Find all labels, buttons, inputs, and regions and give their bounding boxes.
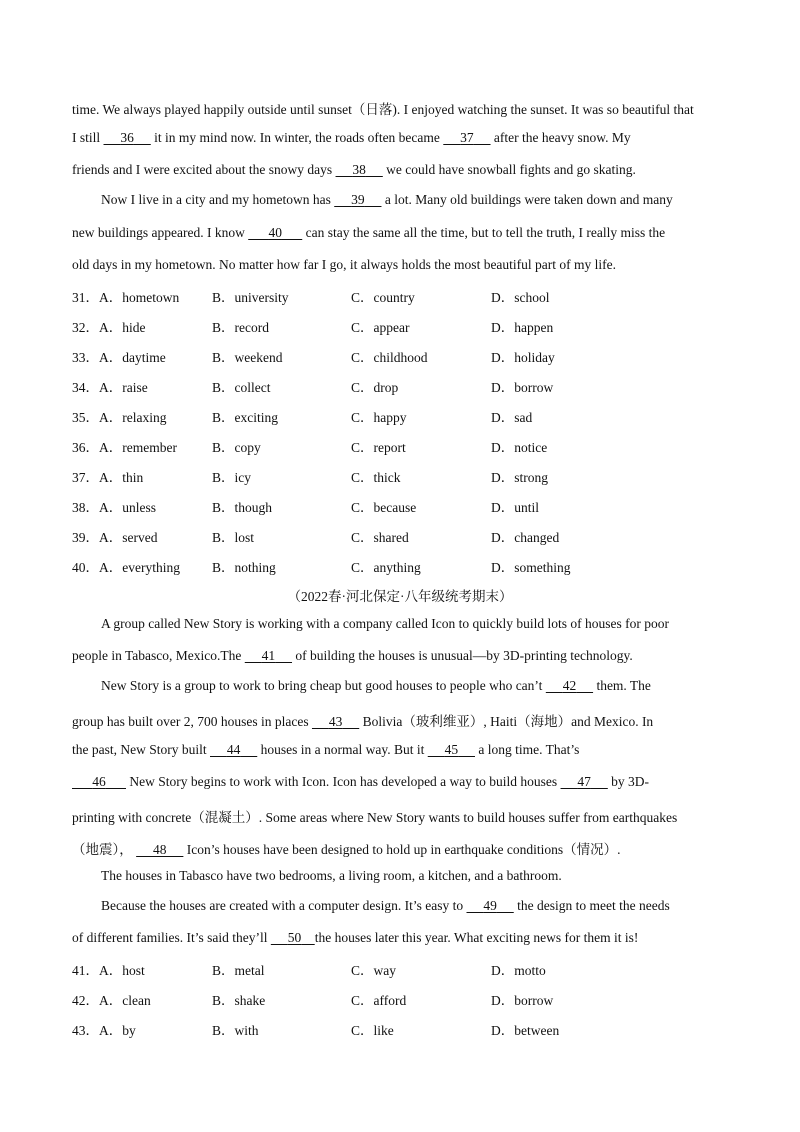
option-d: D．changed (491, 530, 560, 545)
option-c: C．because (351, 500, 417, 515)
text: group has built over 2, 700 houses in places (72, 714, 309, 729)
text: it in my mind now. In winter, the roads often became (154, 130, 440, 145)
passage-line (72, 710, 653, 730)
option-c: C．drop (351, 380, 399, 395)
blank-50: 50 (287, 930, 302, 945)
text: （地震）， (72, 842, 133, 857)
option-c: C．shared (351, 530, 409, 545)
option-c: C．like (351, 1023, 394, 1038)
option-d: D．motto (491, 963, 546, 978)
option-d: D．holiday (491, 350, 555, 365)
passage-line (101, 678, 651, 694)
blank-49: 49 (483, 898, 497, 913)
text: houses in a normal way. But it (260, 742, 425, 757)
blank-48: 48 (153, 842, 167, 857)
option-c: C．report (351, 440, 406, 455)
blank-36: 36 (120, 130, 134, 145)
option-b: B．weekend (212, 350, 283, 365)
option-c: C．way (351, 963, 396, 978)
option-a: 35．A．relaxing (72, 410, 167, 425)
option-d: D．happen (491, 320, 554, 335)
option-a: 39．A．served (72, 530, 158, 545)
text: the houses later this year. What exciting news for them it is! (314, 930, 639, 945)
option-a: 37．A．thin (72, 470, 144, 485)
text: a lot. Many old buildings were taken down and many (384, 192, 673, 207)
option-c: C．childhood (351, 350, 428, 365)
text: people in Tabasco, Mexico.The (72, 648, 242, 663)
blank-44: 44 (226, 742, 241, 757)
text: of different families. It’s said they’ll (72, 930, 268, 945)
passage-line (72, 838, 621, 858)
option-a: 32．A．hide (72, 320, 146, 335)
passage-line (72, 130, 631, 146)
option-a: 34．A．raise (72, 380, 148, 395)
blank-41: 41 (261, 648, 276, 663)
option-c: C．thick (351, 470, 401, 485)
passage-line (101, 616, 669, 632)
text: time. We always played happily outside until sunset（日落). I enjoyed watching the sunset. It was so beautiful that (72, 102, 694, 117)
passage-line (101, 192, 673, 208)
passage-line (72, 98, 694, 118)
option-b: B．lost (212, 530, 255, 545)
option-d: D．between (491, 1023, 560, 1038)
option-a: 41．A．host (72, 963, 145, 978)
blank-40: 40 (268, 225, 282, 240)
option-b: B．university (212, 290, 289, 305)
text: Now I live in a city and my hometown has (101, 192, 331, 207)
passage-line (72, 774, 649, 790)
blank-38: 38 (352, 162, 366, 177)
blank-46: 46 (92, 774, 106, 789)
text: I still (72, 130, 101, 145)
text: a long time. That’s (478, 742, 580, 757)
option-d: D．strong (491, 470, 548, 485)
text: New Story begins to work with Icon. Icon has developed a way to build houses (129, 774, 558, 789)
option-a: 33．A．daytime (72, 350, 166, 365)
option-d: D．sad (491, 410, 533, 425)
option-a: 38．A．unless (72, 500, 156, 515)
text: Bolivia（玻利维亚）, Haiti（海地）and Mexico. In (362, 714, 654, 729)
passage-line (72, 806, 677, 826)
option-c: C．anything (351, 560, 421, 575)
text: old days in my hometown. No matter how far I go, it always holds the most beautiful part of my life. (72, 257, 617, 272)
text: the past, New Story built (72, 742, 207, 757)
text: Icon’s houses have been designed to hold up in earthquake conditions（情况）. (186, 842, 621, 857)
passage-line (101, 868, 562, 884)
option-b: B．shake (212, 993, 266, 1008)
blank-45: 45 (444, 742, 459, 757)
text: after the heavy snow. My (493, 130, 631, 145)
passage-line (72, 648, 633, 664)
option-b: B．icy (212, 470, 251, 485)
blank-47: 47 (577, 774, 591, 789)
passage-line (72, 225, 665, 241)
option-d: D．borrow (491, 993, 554, 1008)
blank-39: 39 (351, 192, 365, 207)
option-c: C．appear (351, 320, 410, 335)
text: by 3D- (611, 774, 650, 789)
passage-line (72, 930, 638, 946)
passage-line (72, 257, 616, 273)
passage-line (72, 742, 579, 758)
option-d: D．school (491, 290, 550, 305)
option-b: B．record (212, 320, 269, 335)
option-c: C．happy (351, 410, 407, 425)
passage-line (101, 898, 670, 914)
option-b: B．nothing (212, 560, 276, 575)
option-b: B．metal (212, 963, 265, 978)
option-b: B．though (212, 500, 273, 515)
option-d: D．notice (491, 440, 548, 455)
option-b: B．with (212, 1023, 259, 1038)
blank-42: 42 (562, 678, 577, 693)
text: The houses in Tabasco have two bedrooms, a living room, a kitchen, and a bathroom. (101, 868, 562, 883)
source-caption: （2022春·河北保定·八年级统考期末） (287, 589, 513, 604)
option-a: 40．A．everything (72, 560, 180, 575)
option-b: B．exciting (212, 410, 278, 425)
text: Because the houses are created with a computer design. It’s easy to (101, 898, 464, 913)
option-a: 36．A．remember (72, 440, 177, 455)
blank-37: 37 (460, 130, 474, 145)
text: can stay the same all the time, but to tell the truth, I really miss the (305, 225, 666, 240)
option-c: C．country (351, 290, 415, 305)
option-d: D．something (491, 560, 571, 575)
text: friends and I were excited about the snowy days (72, 162, 333, 177)
option-d: D．until (491, 500, 540, 515)
text: A group called New Story is working with a company called Icon to quickly build lots of houses for poor (101, 616, 670, 631)
option-a: 42．A．clean (72, 993, 151, 1008)
text: them. The (596, 678, 651, 693)
text: the design to meet the needs (517, 898, 670, 913)
text: New Story is a group to work to bring cheap but good houses to people who can’t (101, 678, 543, 693)
text: new buildings appeared. I know (72, 225, 245, 240)
option-d: D．borrow (491, 380, 554, 395)
option-b: B．copy (212, 440, 261, 455)
text: printing with concrete（混凝土）. Some areas where New Story wants to build houses suffer from earthquakes (72, 810, 678, 825)
text: we could have snowball fights and go skating. (386, 162, 636, 177)
passage-line (72, 162, 636, 178)
option-c: C．afford (351, 993, 407, 1008)
blank-43: 43 (328, 714, 343, 729)
option-b: B．collect (212, 380, 271, 395)
option-a: 43．A．by (72, 1023, 136, 1038)
text: of building the houses is unusual—by 3D-printing technology. (295, 648, 633, 663)
option-a: 31．A．hometown (72, 290, 180, 305)
